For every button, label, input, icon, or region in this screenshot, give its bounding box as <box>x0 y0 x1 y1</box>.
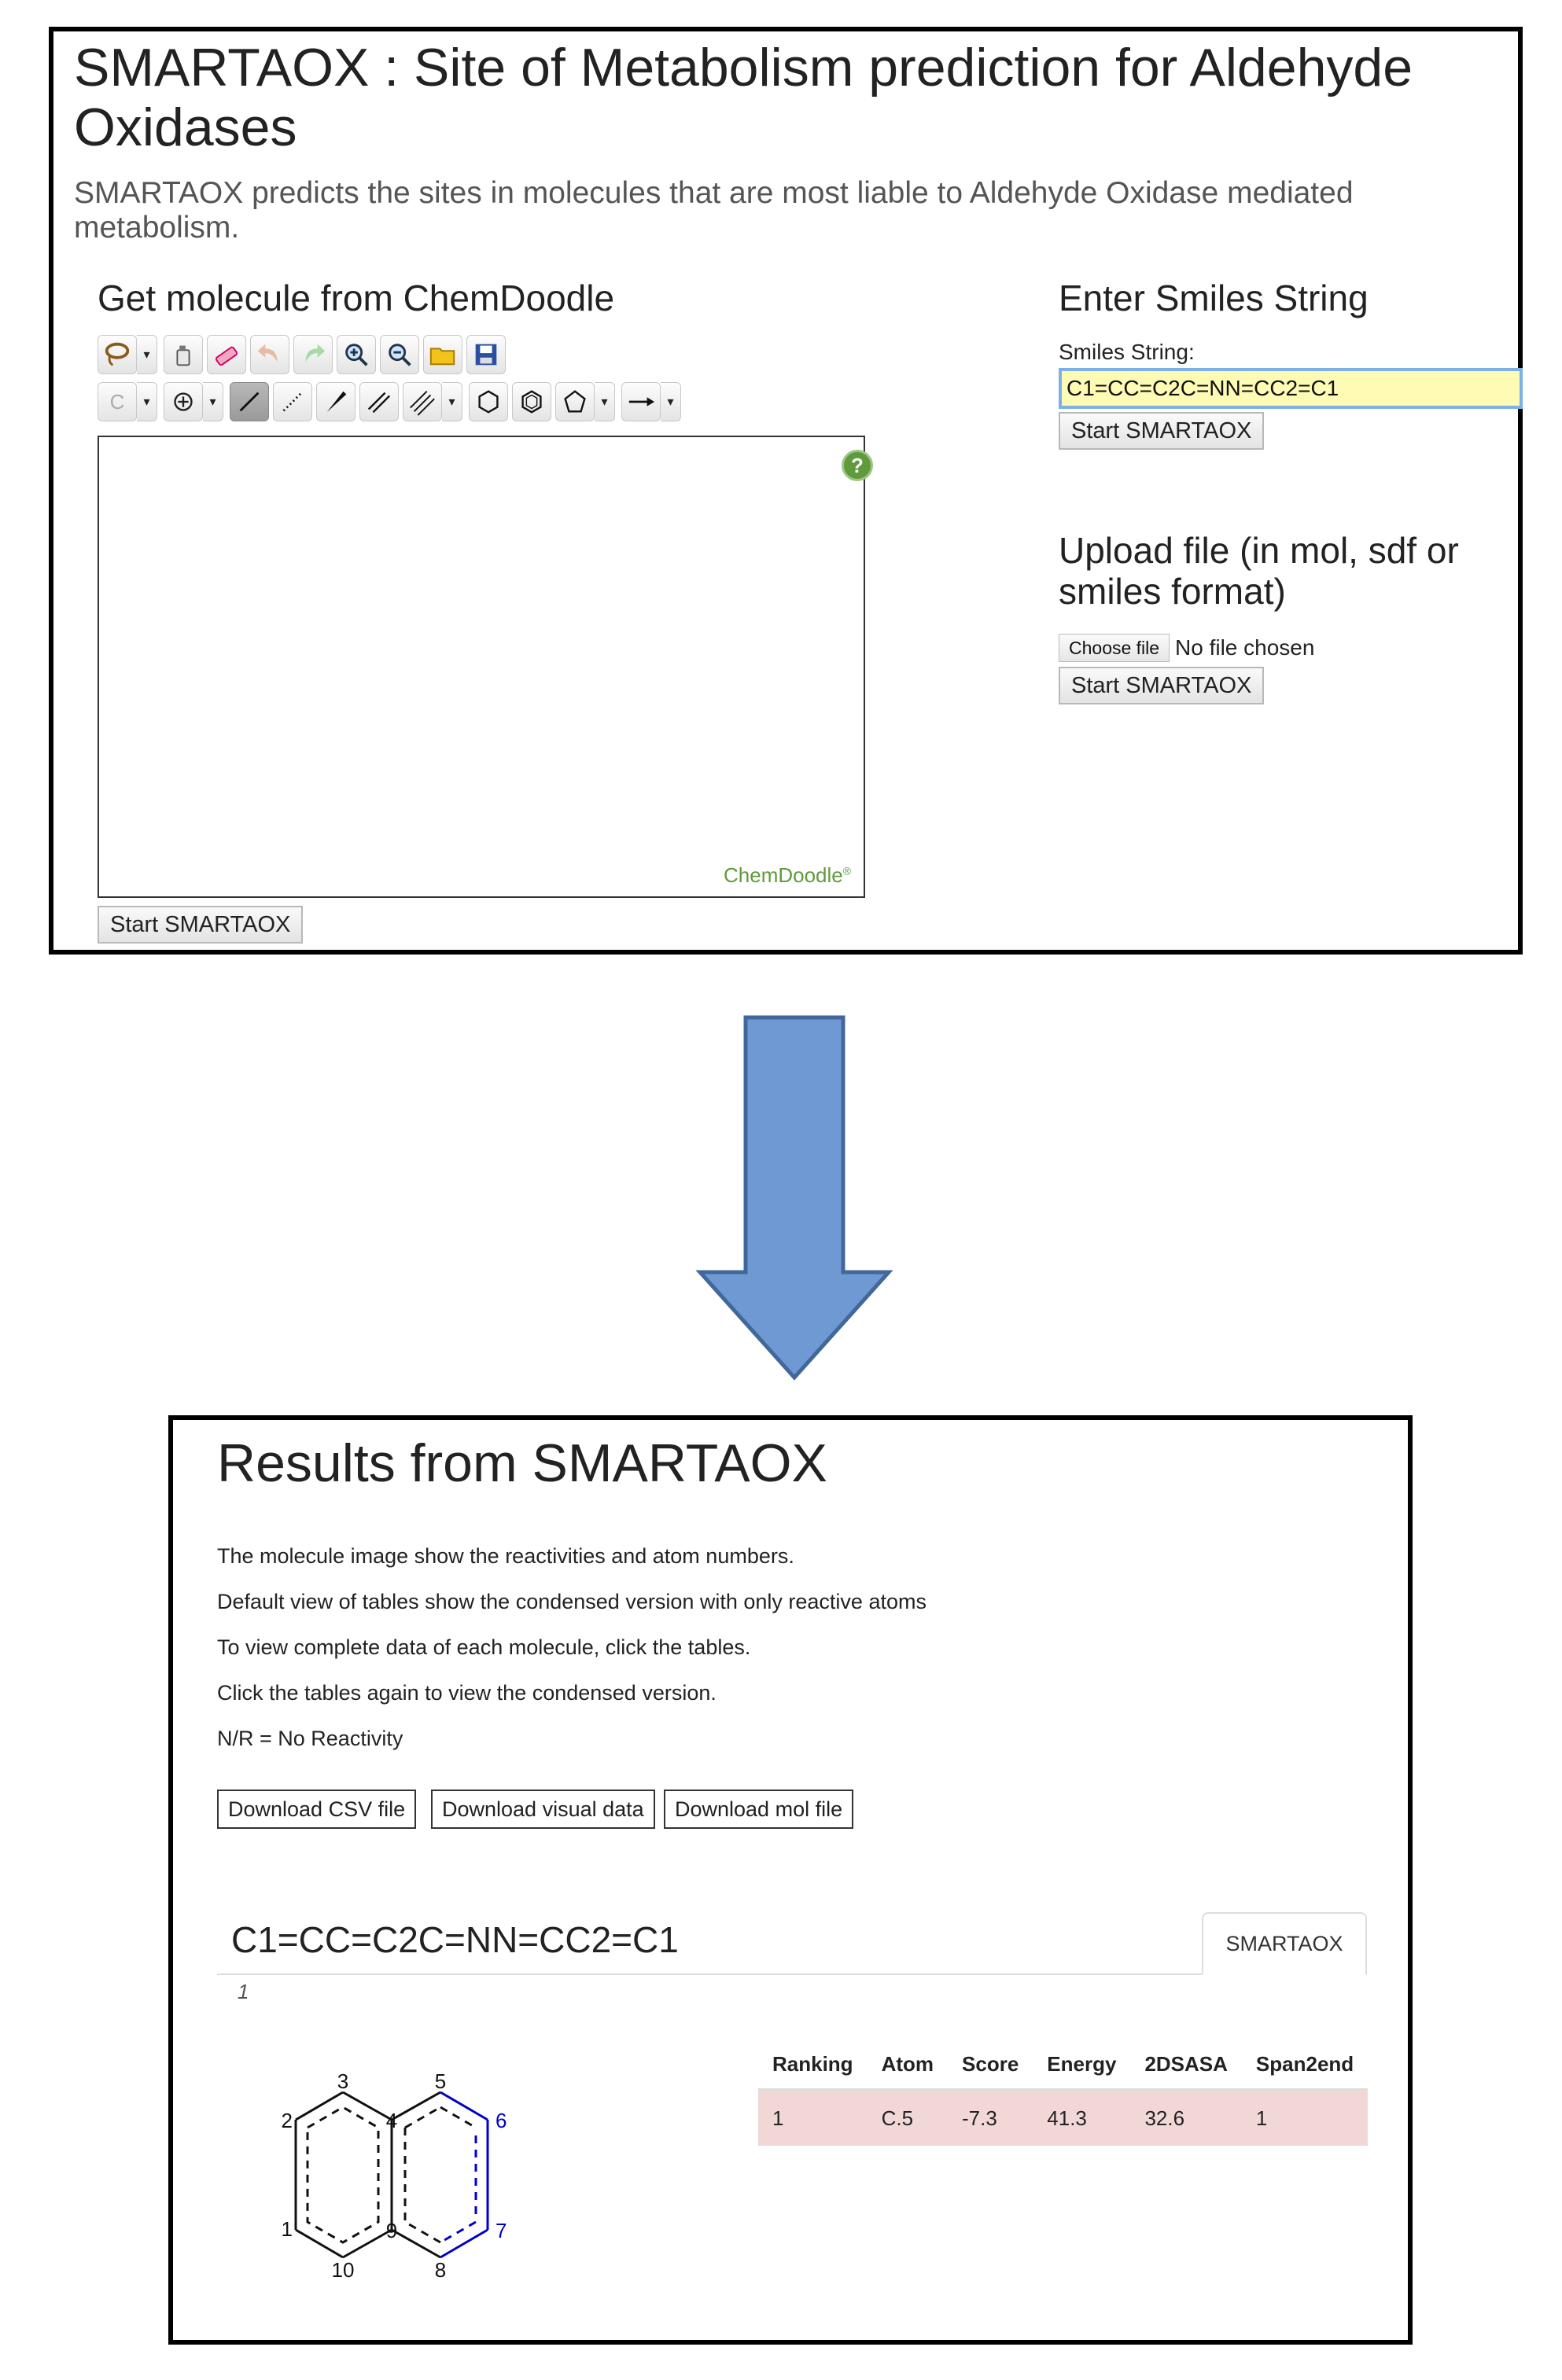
undo-icon[interactable] <box>250 335 289 374</box>
results-title: Results from SMARTAOX <box>217 1433 827 1493</box>
column-header-energy: Energy <box>1033 2040 1130 2090</box>
column-header-2dsasa: 2DSASA <box>1130 2040 1241 2090</box>
results-info-line: Click the tables again to view the condensed version. <box>217 1681 717 1705</box>
table-cell: 1 <box>758 2090 868 2146</box>
column-header-atom: Atom <box>868 2040 948 2090</box>
atom-label: 2 <box>281 2109 293 2132</box>
benzene-icon[interactable] <box>512 382 551 421</box>
right-ring-aromatic <box>405 2128 440 2242</box>
file-status: No file chosen <box>1175 635 1315 660</box>
down-arrow-icon <box>692 1014 897 1384</box>
clear-icon[interactable] <box>164 335 203 374</box>
page-subtitle: SMARTAOX predicts the sites in molecules that are most liable to Aldehyde Oxidase mediated metabolism. <box>74 176 1354 245</box>
table-cell: 41.3 <box>1033 2090 1130 2146</box>
molecule-header-divider <box>217 1974 1367 1975</box>
charge-icon[interactable] <box>164 382 203 421</box>
bond-5-6 <box>440 2092 488 2120</box>
wedge-bond-icon[interactable] <box>316 382 356 421</box>
open-folder-icon[interactable] <box>423 335 462 374</box>
ring-dropdown-chevron-down-icon[interactable]: ▾ <box>595 382 615 421</box>
atom-label: 1 <box>281 2217 293 2241</box>
smiles-heading: Enter Smiles String <box>1059 278 1369 318</box>
atom-label: 4 <box>385 2109 398 2132</box>
bond-10-9 <box>343 2230 392 2257</box>
left-ring-aromatic <box>308 2107 378 2242</box>
molecule-index: 1 <box>238 1980 249 2003</box>
tab-smartaox[interactable]: SMARTAOX <box>1202 1912 1367 1975</box>
results-info-line: To view complete data of each molecule, click the tables. <box>217 1635 751 1659</box>
results-panel <box>168 1415 1413 2345</box>
table-cell: -7.3 <box>948 2090 1033 2146</box>
bond-dropdown-chevron-down-icon[interactable]: ▾ <box>442 382 462 421</box>
results-table[interactable] <box>758 2040 1368 2146</box>
smiles-field-label: Smiles String: <box>1059 340 1195 364</box>
results-info-line: The molecule image show the reactivities and atom numbers. <box>217 1544 794 1568</box>
eraser-icon[interactable] <box>207 335 246 374</box>
results-info-line: N/R = No Reactivity <box>217 1727 403 1750</box>
upload-start-button[interactable]: Start SMARTAOX <box>1059 667 1264 704</box>
dashed-bond-icon[interactable] <box>273 382 312 421</box>
registered-mark: ® <box>842 864 852 877</box>
chemdoodle-brand <box>724 863 851 888</box>
atom-dropdown-chevron-down-icon[interactable]: ▾ <box>137 382 157 421</box>
chemdoodle-start-button[interactable]: Start SMARTAOX <box>98 906 303 944</box>
download-visual-button[interactable]: Download visual data <box>431 1790 655 1829</box>
smiles-start-button[interactable]: Start SMARTAOX <box>1059 412 1264 450</box>
save-icon[interactable] <box>466 335 506 374</box>
lasso-dropdown-chevron-down-icon[interactable]: ▾ <box>137 335 157 374</box>
arrow-icon[interactable] <box>621 382 661 421</box>
chemdoodle-heading: Get molecule from ChemDoodle <box>98 278 615 318</box>
arrow-dropdown-chevron-down-icon[interactable]: ▾ <box>661 382 681 421</box>
results-info-line: Default view of tables show the condensed version with only reactive atoms <box>217 1590 927 1613</box>
table-cell: C.5 <box>868 2090 948 2146</box>
chemdoodle-toolbar-row-2 <box>98 382 687 428</box>
smartaox-input-panel <box>49 27 1523 955</box>
atom-label: 8 <box>434 2258 447 2282</box>
smiles-input[interactable]: C1=CC=C2C=NN=CC2=C1 <box>1059 368 1523 409</box>
charge-dropdown-chevron-down-icon[interactable]: ▾ <box>203 382 223 421</box>
bond-4-5 <box>392 2092 440 2120</box>
atom-label: 5 <box>434 2069 447 2093</box>
molecule-structure-image[interactable] <box>217 2049 658 2316</box>
table-cell: 1 <box>1242 2090 1368 2146</box>
table-cell: 32.6 <box>1130 2090 1241 2146</box>
chemdoodle-sketcher-canvas[interactable] <box>98 436 865 898</box>
molecule-smiles: C1=CC=C2C=NN=CC2=C1 <box>231 1919 679 1960</box>
bond-7-8 <box>440 2230 488 2257</box>
redo-icon[interactable] <box>293 335 333 374</box>
atom-label-text: C <box>109 389 125 414</box>
choose-file-button[interactable]: Choose file <box>1059 634 1170 662</box>
lasso-icon[interactable] <box>98 335 137 374</box>
table-row[interactable] <box>758 2090 1368 2146</box>
double-bond-icon[interactable] <box>359 382 399 421</box>
column-header-span2end: Span2end <box>1242 2040 1368 2090</box>
download-mol-button[interactable]: Download mol file <box>664 1790 853 1829</box>
triple-bond-icon[interactable] <box>403 382 442 421</box>
page-title: SMARTAOX : Site of Metabolism prediction for Aldehyde Oxidases <box>74 38 1413 157</box>
bond-3-4 <box>343 2092 392 2120</box>
atom-label: 6 <box>495 2109 507 2132</box>
cyclohexane-icon[interactable] <box>469 382 508 421</box>
upload-heading: Upload file (in mol, sdf or smiles format) <box>1059 530 1459 612</box>
chemdoodle-brand-text: ChemDoodle <box>724 863 843 887</box>
help-icon[interactable]: ? <box>842 450 873 481</box>
single-bond-icon[interactable] <box>230 382 269 421</box>
atom-label: 10 <box>331 2258 355 2282</box>
table-header-row <box>758 2040 1368 2090</box>
atom-label-icon[interactable] <box>98 382 137 421</box>
column-header-score: Score <box>948 2040 1033 2090</box>
download-csv-button[interactable]: Download CSV file <box>217 1790 416 1829</box>
atom-label: 3 <box>337 2069 349 2093</box>
column-header-ranking: Ranking <box>758 2040 868 2090</box>
bond-1-10 <box>296 2230 343 2257</box>
chemdoodle-toolbar-row-1 <box>98 335 510 381</box>
zoom-out-icon[interactable] <box>380 335 419 374</box>
cyclopentane-icon[interactable] <box>555 382 595 421</box>
zoom-in-icon[interactable] <box>337 335 376 374</box>
atom-label: 7 <box>495 2219 507 2242</box>
bond-3-2 <box>296 2092 343 2120</box>
atom-label: 9 <box>385 2219 398 2242</box>
bond-8-9 <box>392 2230 440 2257</box>
